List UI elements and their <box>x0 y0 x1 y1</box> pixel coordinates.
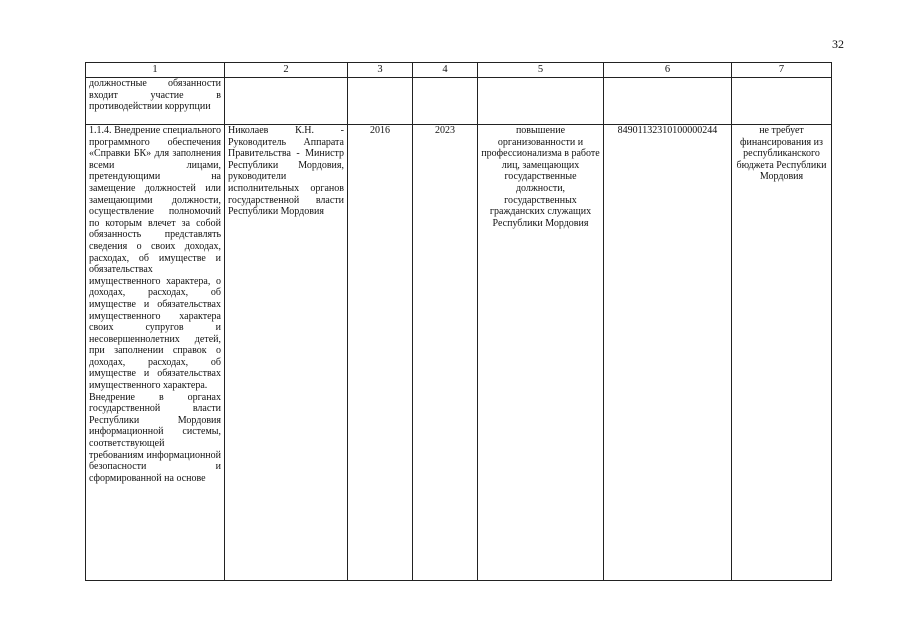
budget-code-cell: 84901132310100000244 <box>604 125 732 581</box>
table-row <box>86 78 832 125</box>
measures-table <box>85 62 832 581</box>
measure-paragraph-1: 1.1.4. Внедрение специального программного обеспечения «Справки БК» для заполнения всеми лицами, претендующими на замещение должностей или замещающими должности, осуществление полномочий по которым влечет за собой обязанность представлять сведения о своих доходах, расходах, об имуществе и обязательствах имущественного характера, о доходах, расходах, об имуществе и обязательствах имущественного характера своих супругов и несовершеннолетних детей, при заполнении справок о доходах, расходах, об имуществе и обязательствах имущественного характера. <box>89 125 221 392</box>
empty-cell <box>348 78 413 125</box>
header-col-1: 1 <box>86 63 225 78</box>
header-row <box>86 63 832 78</box>
empty-cell <box>478 78 604 125</box>
header-col-2: 2 <box>225 63 348 78</box>
empty-cell <box>732 78 832 125</box>
responsible-cell: Николаев К.Н. - Руководитель Аппарата Правительства - Министр Республики Мордовия, руководители исполнительных органов государственной власти Республики Мордовия <box>225 125 348 581</box>
expected-result-cell: повышение организованности и профессионализма в работе лиц, замещающих государственные должности, государственных гражданских служащих Республики Мордовия <box>478 125 604 581</box>
measure-paragraph-2: Внедрение в органах государственной власти Республики Мордовия информационной системы, соответствующей требованиям информационной безопасности и сформированной на основе <box>89 391 221 484</box>
table-row <box>86 125 832 581</box>
header-col-4: 4 <box>413 63 478 78</box>
empty-cell <box>413 78 478 125</box>
empty-cell <box>604 78 732 125</box>
page-number: 32 <box>832 37 844 51</box>
continuation-measure-cell: должностные обязанности входит участие в противодействии коррупции <box>86 78 225 125</box>
header-col-7: 7 <box>732 63 832 78</box>
end-year-cell: 2023 <box>413 125 478 581</box>
header-col-6: 6 <box>604 63 732 78</box>
measure-description-cell <box>86 125 225 581</box>
header-col-3: 3 <box>348 63 413 78</box>
empty-cell <box>225 78 348 125</box>
financing-cell: не требует финансирования из республиканского бюджета Республики Мордовия <box>732 125 832 581</box>
start-year-cell: 2016 <box>348 125 413 581</box>
header-col-5: 5 <box>478 63 604 78</box>
